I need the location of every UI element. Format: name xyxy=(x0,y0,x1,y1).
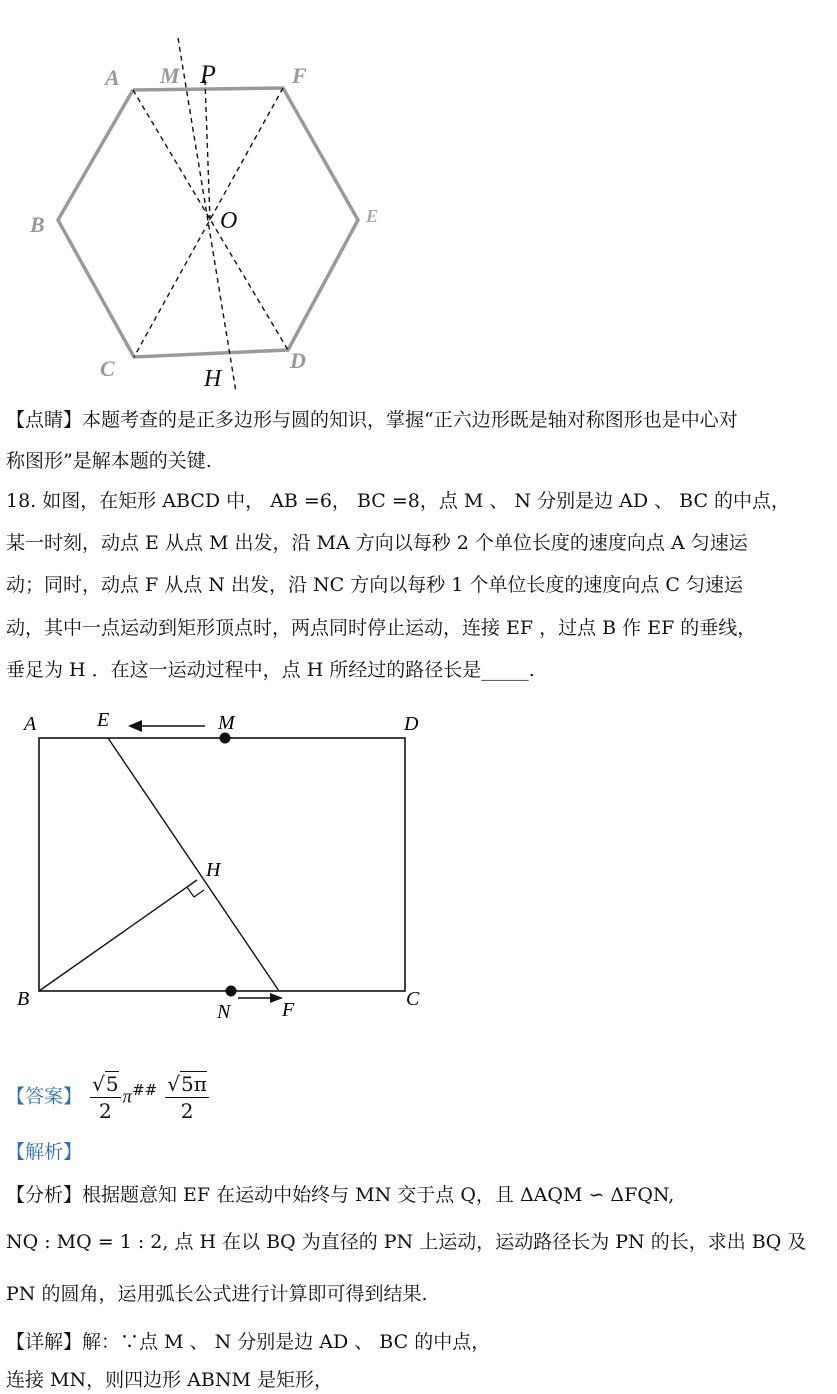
problem-line-5: 垂足为 H ．在这一运动过程中，点 H 所经过的路径长是_____. xyxy=(6,659,535,681)
hex-label-O: O xyxy=(220,208,238,234)
answer-separator: ## xyxy=(132,1081,158,1099)
right-angle-mark xyxy=(187,887,204,897)
rect-label-H: H xyxy=(206,859,221,881)
hex-label-B: B xyxy=(30,212,45,237)
detail-line-2: 连接 MN，则四边形 ABNM 是矩形， xyxy=(6,1369,333,1391)
problem-line-1: 18. 如图，在矩形 ABCD 中， AB =6， BC =8，点 M 、 N 分别是边 AD 、 BC 的中点， xyxy=(6,490,791,512)
fenxi-line-2: NQ : MQ = 1 : 2, 点 H 在以 BQ 为直径的 PN 上运动，运动路径长为 PN 的长，求出 BQ 及 xyxy=(6,1231,807,1253)
rectangle-figure xyxy=(0,700,440,1030)
answer-pi: π xyxy=(122,1086,133,1108)
rect-label-F: F xyxy=(282,999,295,1021)
hex-label-E: E xyxy=(366,206,379,226)
point-N xyxy=(226,986,237,997)
fenxi-line-3: PN 的圆角，运用弧长公式进行计算即可得到结果. xyxy=(6,1283,428,1305)
hex-label-D: D xyxy=(290,348,306,373)
detail-line-1: 【详解】解：∵点 M 、 N 分别是边 AD 、 BC 的中点， xyxy=(6,1331,491,1353)
hex-label-F: F xyxy=(292,63,307,88)
tip-line-1: 【点睛】本题考查的是正多边形与圆的知识，掌握“正六边形既是轴对称图形也是中心对 xyxy=(6,409,738,431)
hexagon-figure xyxy=(0,0,400,395)
arrow-left-head xyxy=(128,720,142,732)
point-M xyxy=(220,733,231,744)
rect-label-B: B xyxy=(17,988,30,1010)
answer-fraction-1: $\frac{√5}{2}$ xyxy=(92,1071,119,1123)
rect-label-M: M xyxy=(218,712,235,734)
answer-line xyxy=(6,1060,211,1127)
rect-label-E: E xyxy=(97,709,110,731)
answer-tag: 【答案】 xyxy=(6,1085,83,1108)
problem-line-3: 动；同时，动点 F 从点 N 出发，沿 NC 方向以每秒 1 个单位长度的速度向点 C 匀速运 xyxy=(6,574,743,596)
segment-BH xyxy=(39,880,197,991)
rect-label-A: A xyxy=(24,713,37,735)
fenxi-line-1: 【分析】根据题意知 EF 在运动中始终与 MN 交于点 Q，且 ΔAQM ∽ ΔFQN, xyxy=(6,1184,675,1206)
hex-label-A: A xyxy=(105,65,120,90)
hex-label-H: H xyxy=(204,366,222,392)
problem-line-2: 某一时刻，动点 E 从点 M 出发，沿 MA 方向以每秒 2 个单位长度的速度向点 A 匀速运 xyxy=(6,532,748,554)
hex-label-M: M xyxy=(160,63,180,88)
segment-EF xyxy=(108,738,279,991)
rect-label-D: D xyxy=(404,713,419,735)
hex-label-P: P xyxy=(200,60,216,89)
tip-line-2: 称图形”是解本题的关键. xyxy=(6,450,212,472)
problem-line-4: 动，其中一点运动到矩形顶点时，两点同时停止运动，连接 EF ，过点 B 作 EF 的垂线， xyxy=(6,617,757,639)
rect-label-C: C xyxy=(406,988,420,1010)
hex-label-C: C xyxy=(100,356,115,381)
rect-label-N: N xyxy=(217,1001,231,1023)
analysis-tag: 【解析】 xyxy=(6,1141,83,1163)
answer-fraction-2: $\frac{√5\pi}{2}$ xyxy=(167,1071,207,1123)
